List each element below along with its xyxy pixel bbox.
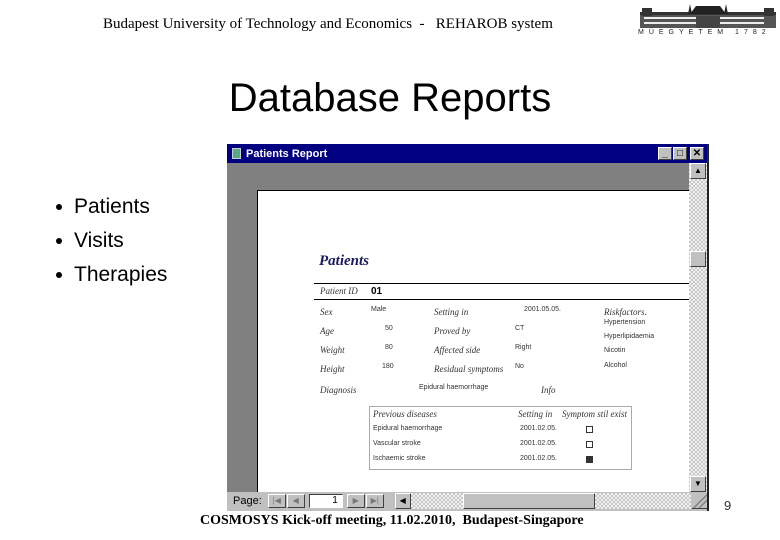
risk-factor: Alcohol bbox=[604, 362, 627, 369]
window-titlebar[interactable] bbox=[227, 144, 707, 163]
page-label: Page: bbox=[233, 494, 262, 507]
sex-value: Male bbox=[371, 306, 387, 313]
risk-factor: Hyperlipidaemia bbox=[604, 333, 655, 340]
affected-side-label: Affected side bbox=[434, 345, 481, 355]
header-title: Budapest University of Technology and Economics - REHAROB system bbox=[103, 16, 553, 32]
info-label: Info bbox=[541, 385, 556, 395]
bullet-item: Patients bbox=[56, 190, 167, 224]
symptom-checkbox[interactable] bbox=[586, 441, 593, 448]
weight-label: Weight bbox=[320, 345, 345, 355]
height-value: 180 bbox=[382, 363, 394, 370]
proved-by-label: Proved by bbox=[434, 326, 471, 336]
symptom-checkbox-checked[interactable] bbox=[586, 456, 593, 463]
resize-grip-icon[interactable] bbox=[691, 492, 707, 508]
disease-date: 2001.02.05. bbox=[520, 425, 557, 432]
bullet-item: Therapies bbox=[56, 258, 167, 292]
disease-name: Vascular stroke bbox=[373, 440, 421, 447]
setting-in-label: Setting in bbox=[434, 307, 469, 317]
divider bbox=[314, 299, 689, 300]
risk-factor: Hypertension bbox=[604, 319, 646, 326]
column-header: Symptom stil exist bbox=[562, 409, 627, 419]
weight-value: 80 bbox=[385, 344, 393, 351]
vertical-scrollbar[interactable] bbox=[689, 163, 707, 492]
first-page-button[interactable]: |◀ bbox=[268, 494, 286, 508]
bullet-item: Visits bbox=[56, 224, 167, 258]
age-value: 50 bbox=[385, 325, 393, 332]
setting-in-value: 2001.05.05. bbox=[524, 306, 561, 313]
residual-symptoms-value: No bbox=[515, 363, 524, 370]
window-title: Patients Report bbox=[246, 147, 328, 160]
sex-label: Sex bbox=[320, 307, 333, 317]
close-button[interactable]: ✕ bbox=[690, 147, 704, 160]
diagnosis-value: Epidural haemorrhage bbox=[419, 384, 489, 391]
bullet-icon bbox=[56, 272, 62, 278]
navigation-bar bbox=[227, 492, 707, 509]
disease-date: 2001.02.05. bbox=[520, 455, 557, 462]
minimize-button[interactable]: _ bbox=[658, 147, 672, 160]
building-logo-icon bbox=[638, 2, 778, 46]
slide-footer: COSMOSYS Kick-off meeting, 11.02.2010, Budapest-Singapore bbox=[200, 513, 584, 528]
risk-factors-label: Riskfactors. bbox=[604, 307, 647, 317]
residual-symptoms-label: Residual symptoms bbox=[434, 364, 504, 374]
patient-id-value: 01 bbox=[371, 286, 383, 297]
divider bbox=[314, 283, 689, 284]
patient-id-label: Patient ID bbox=[320, 286, 358, 296]
patients-report-window bbox=[227, 144, 709, 511]
column-header: Previous diseases bbox=[373, 409, 437, 419]
bullet-list bbox=[56, 190, 167, 292]
disease-name: Epidural haemorrhage bbox=[373, 425, 443, 432]
scroll-up-button[interactable]: ▲ bbox=[690, 163, 706, 179]
logo-caption: MŰEGYETEM 1782 bbox=[638, 29, 771, 36]
report-preview-area bbox=[227, 163, 689, 492]
disease-date: 2001.02.05. bbox=[520, 440, 557, 447]
risk-factor: Nicotin bbox=[604, 347, 626, 354]
bullet-icon bbox=[56, 204, 62, 210]
page-number-input[interactable]: 1 bbox=[309, 494, 343, 508]
slide-page-number: 9 bbox=[724, 498, 732, 513]
previous-diseases-table bbox=[369, 406, 632, 470]
age-label: Age bbox=[320, 326, 334, 336]
page-title: Database Reports bbox=[228, 76, 552, 120]
maximize-button[interactable]: □ bbox=[673, 147, 687, 160]
horizontal-scroll-thumb[interactable] bbox=[463, 493, 595, 509]
height-label: Height bbox=[320, 364, 345, 374]
affected-side-value: Right bbox=[515, 344, 532, 351]
horizontal-scrollbar[interactable] bbox=[395, 493, 707, 509]
report-app-icon bbox=[232, 148, 241, 159]
diagnosis-label: Diagnosis bbox=[320, 385, 357, 395]
symptom-checkbox[interactable] bbox=[586, 426, 593, 433]
last-page-button[interactable]: ▶| bbox=[366, 494, 384, 508]
scroll-left-button[interactable]: ◀ bbox=[395, 493, 411, 509]
report-page bbox=[257, 190, 689, 492]
next-page-button[interactable]: ▶ bbox=[347, 494, 365, 508]
scroll-down-button[interactable]: ▼ bbox=[690, 476, 706, 492]
previous-page-button[interactable]: ◀ bbox=[287, 494, 305, 508]
bullet-icon bbox=[56, 238, 62, 244]
report-title: Patients bbox=[319, 253, 370, 269]
disease-name: Ischaemic stroke bbox=[373, 455, 426, 462]
proved-by-value: CT bbox=[515, 325, 525, 332]
column-header: Setting in bbox=[518, 409, 553, 419]
vertical-scroll-thumb[interactable] bbox=[690, 251, 706, 267]
